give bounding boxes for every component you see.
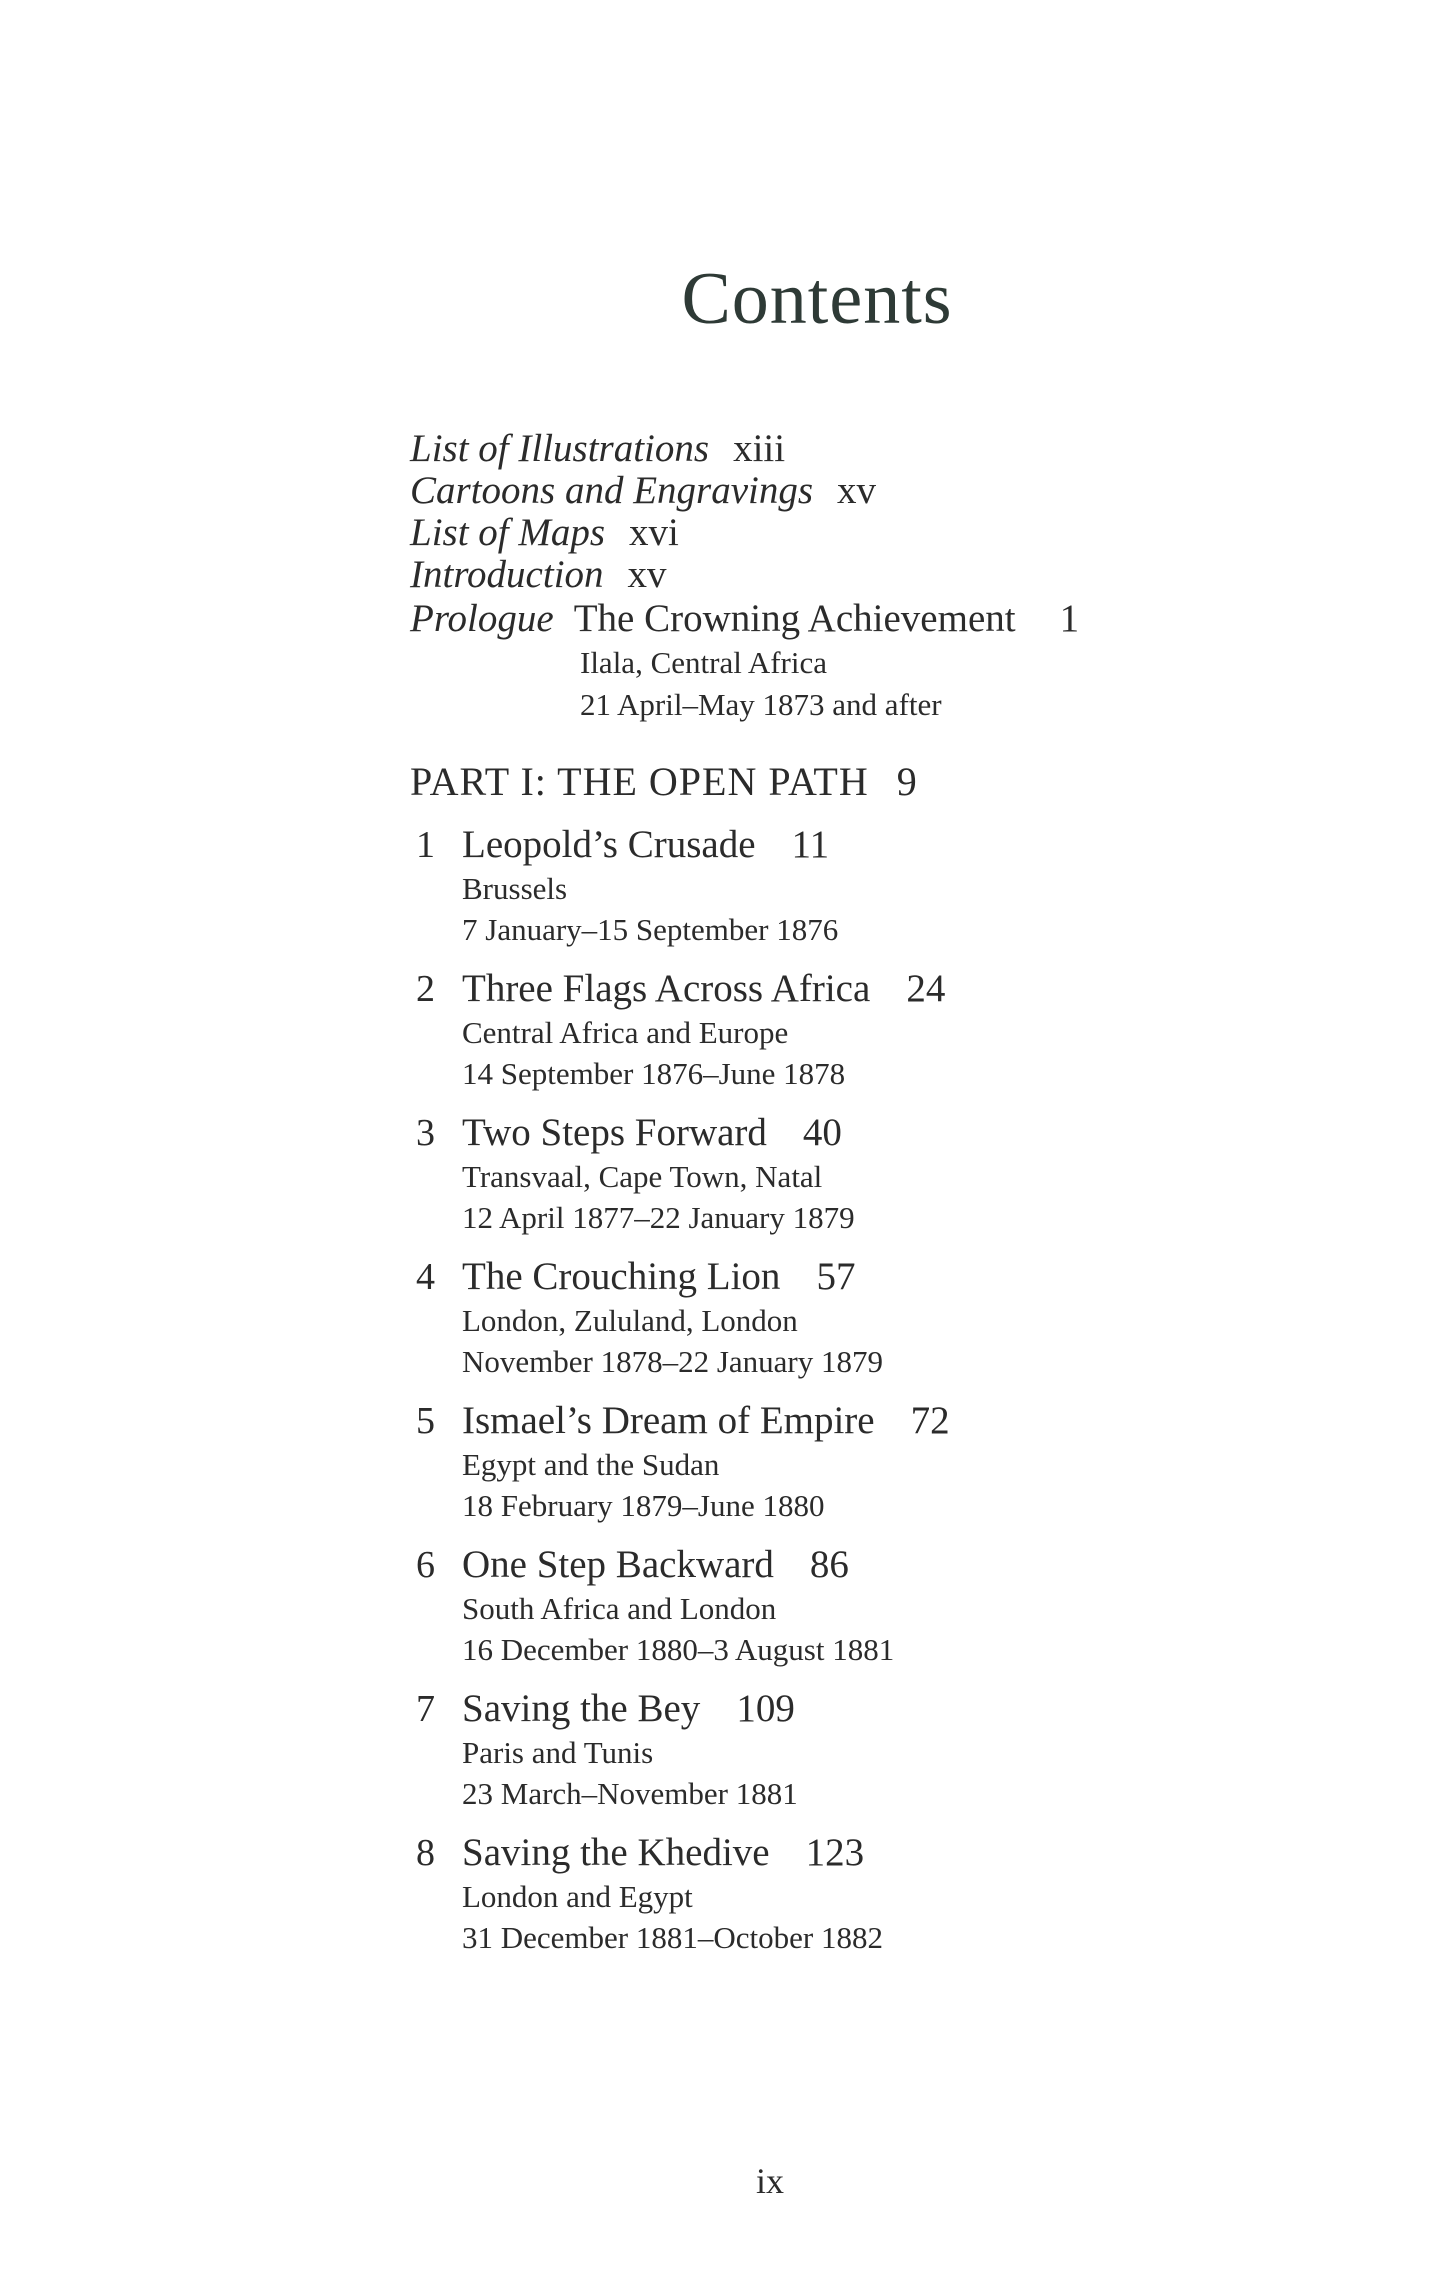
chapter-dates: 18 February 1879–June 1880	[462, 1488, 825, 1523]
chapter-page: 72	[910, 1399, 950, 1442]
chapter-dates: November 1878–22 January 1879	[462, 1344, 883, 1379]
chapter-title: Ismael’s Dream of Empire	[462, 1399, 875, 1442]
front-item-page: xv	[837, 469, 877, 512]
chapter-place: London and Egypt	[462, 1879, 693, 1914]
chapter-dates: 16 December 1880–3 August 1881	[462, 1632, 895, 1667]
chapter-title: Leopold’s Crusade	[462, 823, 756, 866]
chapter-page: 11	[791, 823, 830, 866]
front-matter-list	[410, 428, 876, 596]
part-heading[interactable]	[410, 758, 918, 805]
chapter-page: 109	[736, 1687, 795, 1730]
chapter-dates: 14 September 1876–June 1878	[462, 1056, 846, 1091]
chapter-title: The Crouching Lion	[462, 1255, 781, 1298]
chapter-page: 86	[809, 1543, 849, 1586]
front-item-label: Introduction	[410, 553, 604, 596]
chapter-place: London, Zululand, London	[462, 1303, 798, 1338]
front-item-label: List of Illustrations	[410, 427, 710, 470]
part-heading-page: 9	[896, 759, 918, 804]
prologue-title: The Crowning Achievement	[573, 597, 1016, 640]
front-item-page: xiii	[733, 427, 786, 470]
chapter-title: Three Flags Across Africa	[462, 967, 871, 1010]
page-title: Contents	[681, 258, 953, 340]
chapter-number: 7	[416, 1688, 435, 1730]
chapter-place: Egypt and the Sudan	[462, 1447, 720, 1482]
chapter-number: 3	[416, 1112, 435, 1154]
page-number: ix	[756, 2161, 785, 2201]
chapter-place: Paris and Tunis	[462, 1735, 654, 1770]
part-heading-text: PART I: THE OPEN PATH	[410, 759, 869, 804]
chapter-place: Central Africa and Europe	[462, 1015, 789, 1050]
chapter-place: South Africa and London	[462, 1591, 777, 1626]
chapter-title: Saving the Bey	[462, 1687, 701, 1730]
front-item-illustrations[interactable]	[410, 428, 876, 470]
chapter-page: 123	[805, 1831, 865, 1874]
chapter-dates: 12 April 1877–22 January 1879	[462, 1200, 855, 1235]
chapter-dates: 23 March–November 1881	[462, 1776, 798, 1811]
chapter-dates: 7 January–15 September 1876	[462, 912, 839, 947]
prologue-place: Ilala, Central Africa	[580, 645, 828, 680]
prologue-entry[interactable]	[410, 596, 1079, 726]
front-item-cartoons[interactable]	[410, 470, 876, 512]
prologue-page: 1	[1059, 597, 1080, 640]
prologue-title-line	[410, 596, 1079, 642]
chapter-place: Brussels	[462, 871, 568, 906]
chapter-number: 4	[416, 1256, 435, 1298]
chapter-title: Two Steps Forward	[462, 1111, 767, 1154]
front-item-introduction[interactable]	[410, 554, 876, 596]
prologue-dates: 21 April–May 1873 and after	[580, 687, 942, 722]
front-item-label: List of Maps	[410, 511, 606, 554]
chapter-title: Saving the Khedive	[462, 1831, 770, 1874]
chapter-page: 57	[816, 1255, 856, 1298]
front-item-maps[interactable]	[410, 512, 876, 554]
chapter-number: 5	[416, 1400, 435, 1442]
prologue-label: Prologue	[410, 597, 554, 640]
chapter-number: 1	[416, 824, 435, 866]
chapter-place: Transvaal, Cape Town, Natal	[462, 1159, 823, 1194]
chapter-title: One Step Backward	[462, 1543, 774, 1586]
chapter-number: 2	[416, 968, 435, 1010]
chapter-page: 40	[802, 1111, 842, 1154]
front-item-page: xv	[627, 553, 667, 596]
chapter-number: 8	[416, 1832, 435, 1874]
front-item-page: xvi	[629, 511, 679, 554]
chapter-page: 24	[906, 967, 946, 1010]
front-item-label: Cartoons and Engravings	[410, 469, 814, 512]
chapter-dates: 31 December 1881–October 1882	[462, 1920, 883, 1955]
chapter-number: 6	[416, 1544, 435, 1586]
